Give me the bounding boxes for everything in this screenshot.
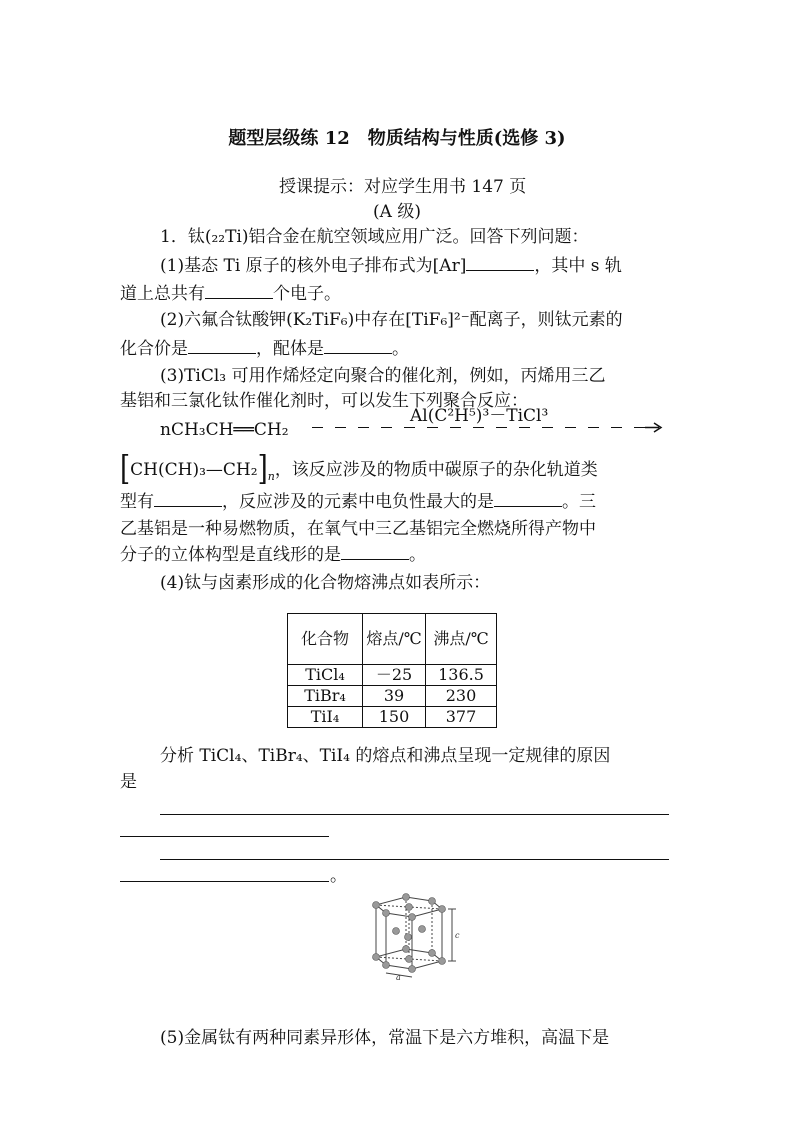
melting-boiling-table (287, 613, 497, 728)
table-header-row (288, 614, 497, 665)
answer-blank[interactable] (154, 490, 222, 507)
answer-line[interactable] (160, 859, 669, 860)
answer-blank[interactable] (466, 254, 534, 271)
arrow-dash (519, 427, 530, 428)
catalyst-label: Al(C²H⁵)³－TiCl³ (410, 406, 549, 426)
table-header-cell: 沸点/℃ (426, 614, 497, 665)
q1-part2-line1: (2)六氟合钛酸钾(K₂TiF₆)中存在[TiF₆]²⁻配离子，则钛元素的 (160, 310, 623, 330)
table-cell: －25 (363, 665, 426, 686)
answer-line[interactable] (160, 814, 669, 815)
answer-blank[interactable] (205, 282, 273, 299)
arrow-dash (358, 427, 369, 428)
table-header-cell: 熔点/℃ (363, 614, 426, 665)
level-label: (A 级) (373, 202, 421, 222)
table-cell: 230 (426, 686, 497, 707)
arrow-dash (473, 427, 484, 428)
reactant-formula: nCH₃CH══CH₂ (160, 420, 289, 440)
lattice-c-label: c (455, 931, 460, 940)
q1-part5-line1: (5)金属钛有两种同素异形体，常温下是六方堆积，高温下是 (160, 1028, 610, 1048)
q1-part3-line5: 型有 ，反应涉及的元素中电负性最大的是 。三 (120, 492, 596, 512)
page-title: 题型层级练 12 物质结构与性质(选修 3) (228, 128, 566, 149)
table-cell: TiBr₄ (288, 686, 363, 707)
table-cell: 377 (426, 707, 497, 728)
table-cell: TiI₄ (288, 707, 363, 728)
arrow-dash (404, 427, 415, 428)
table-row (288, 686, 497, 707)
q1-part3-line7: 分子的立体构型是直线形的是 。 (120, 545, 426, 565)
answer-line[interactable] (120, 836, 329, 837)
table-row (288, 707, 497, 728)
lattice-a-label: a (396, 973, 401, 980)
table-row (288, 665, 497, 686)
arrow-dash (450, 427, 461, 428)
q1-part4-line1: (4)钛与卤素形成的化合物熔沸点如表所示： (160, 573, 491, 593)
table-cell: 150 (363, 707, 426, 728)
arrow-dash (427, 427, 438, 428)
answer-blank[interactable] (324, 337, 392, 354)
table-header-cell: 化合物 (288, 614, 363, 665)
answer-blank[interactable] (341, 543, 409, 560)
product-line: $[CH(CH)_3—CH_2]_n$，该反应涉及的物质中碳原子的杂化轨道类 (120, 449, 598, 489)
arrow-dash (542, 427, 553, 428)
hint-text: 授课提示：对应学生用书 147 页 (279, 177, 527, 197)
table-cell: 136.5 (426, 665, 497, 686)
arrow-dash (496, 427, 507, 428)
question-intro: 1．钛(₂₂Ti)铝合金在航空领域应用广泛。回答下列问题： (160, 227, 589, 247)
q1-part3-line2: 基铝和三氯化钛作催化剂时，可以发生下列聚合反应： (120, 391, 528, 411)
q1-part2-line2: 化合价是 ，配体是 。 (120, 339, 409, 359)
q1-part3-line1: (3)TiCl₃ 可用作烯烃定向聚合的催化剂，例如，丙烯用三乙 (160, 366, 606, 386)
arrow-head-icon (645, 422, 665, 434)
product-formula: CH(CH)₃—CH₂ (130, 460, 258, 480)
table-cell: TiCl₄ (288, 665, 363, 686)
answer-blank[interactable] (494, 490, 562, 507)
answer-blank[interactable] (188, 337, 256, 354)
answer-line[interactable] (120, 881, 329, 882)
q1-part1-line2: 道上总共有 个电子。 (120, 284, 341, 304)
q1-part1-line1: (1)基态 Ti 原子的核外电子排布式为[Ar] ，其中 s 轨 (160, 256, 622, 276)
arrow-dash (312, 427, 323, 428)
hcp-unit-cell-figure (360, 885, 470, 980)
arrow-dash (565, 427, 576, 428)
arrow-dash (634, 427, 645, 428)
q1-part4-analysis-end: 是 (120, 772, 137, 792)
q1-part3-line6: 乙基铝是一种易燃物质，在氧气中三乙基铝完全燃烧所得产物中 (120, 519, 596, 539)
arrow-dash (611, 427, 622, 428)
arrow-dash (588, 427, 599, 428)
arrow-dash (381, 427, 392, 428)
q1-part4-analysis: 分析 TiCl₄、TiBr₄、TiI₄ 的熔点和沸点呈现一定规律的原因 (160, 746, 611, 766)
arrow-dash (335, 427, 346, 428)
sentence-end: 。 (330, 866, 347, 886)
table-cell: 39 (363, 686, 426, 707)
